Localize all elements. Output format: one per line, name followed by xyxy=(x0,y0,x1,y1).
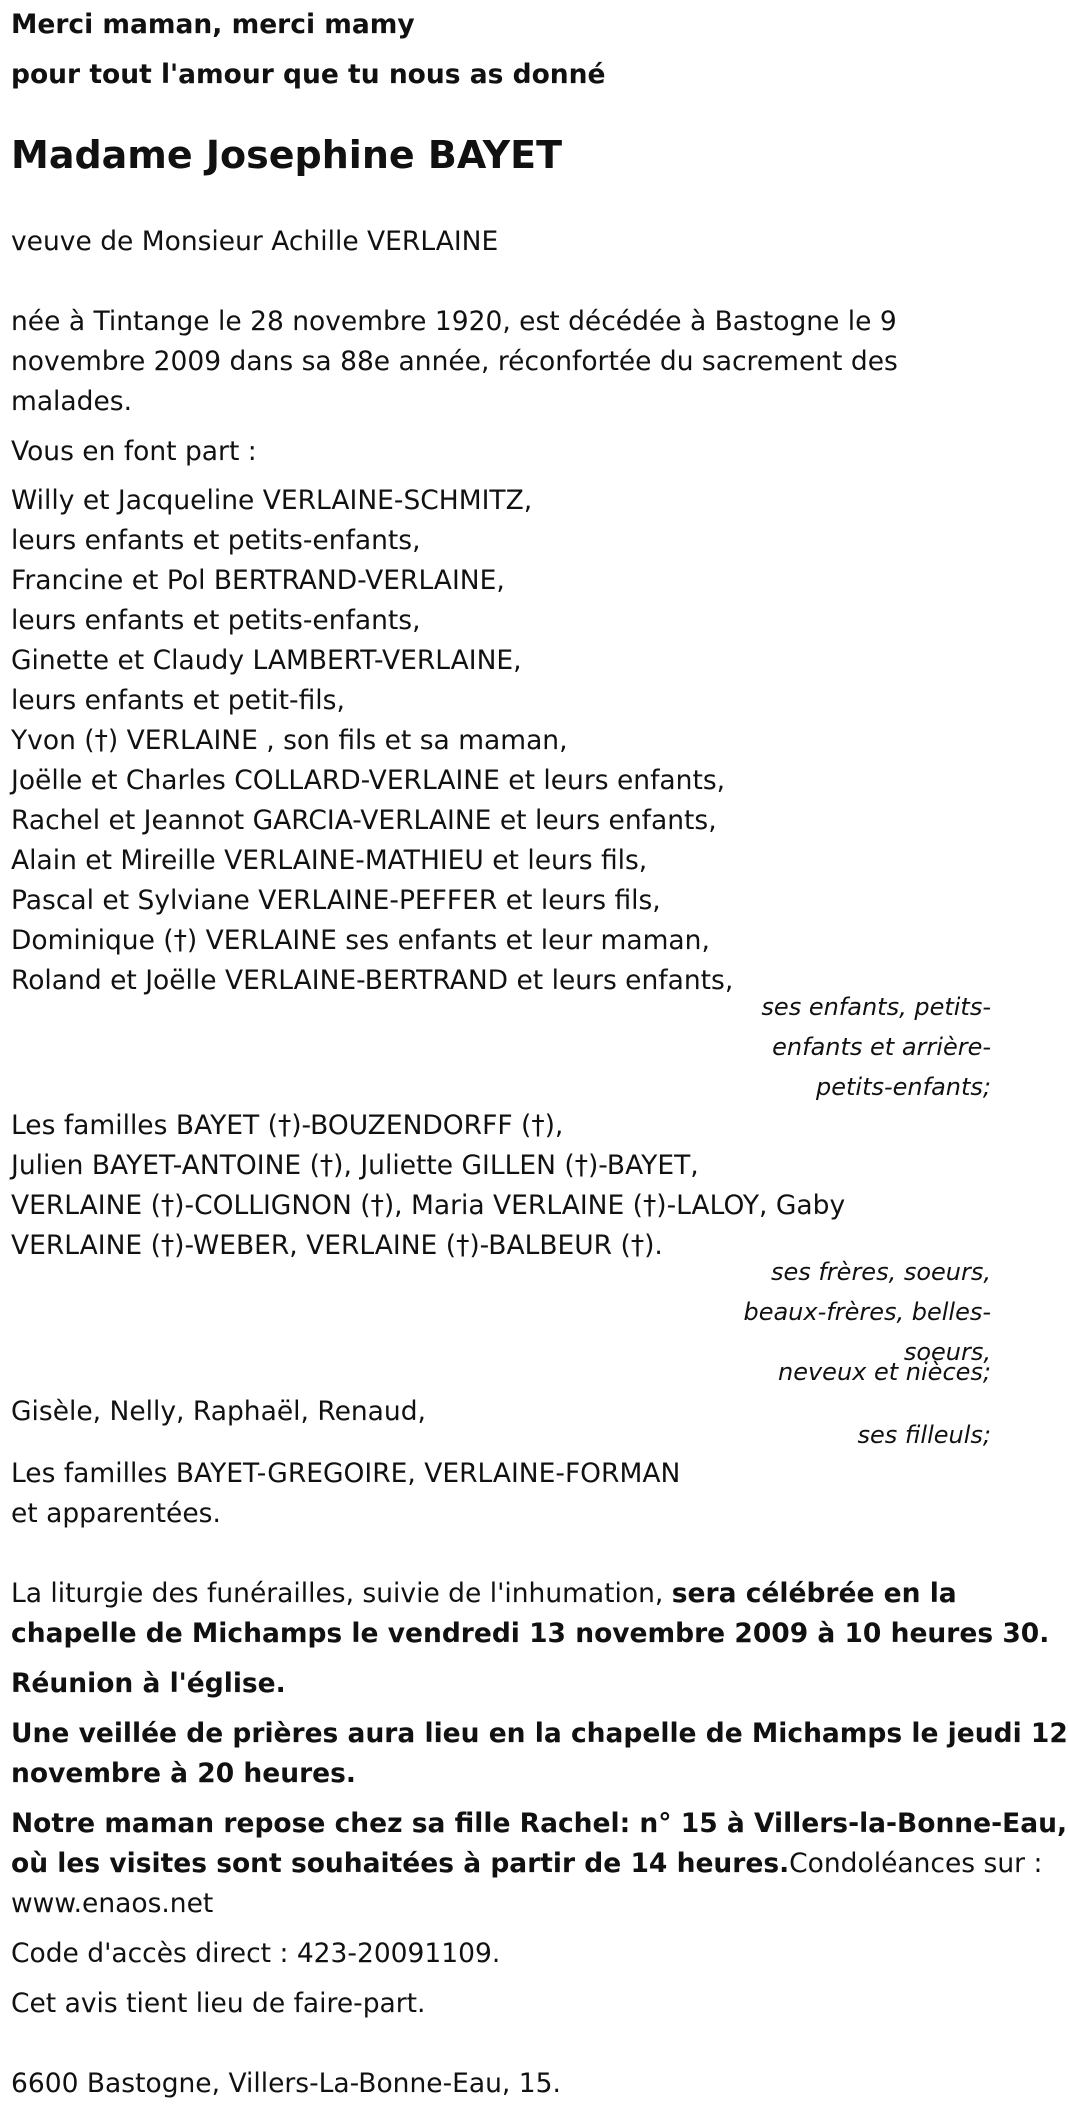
rest-line-2 xyxy=(11,1844,1042,1884)
vigil-line-1: Une veillée de prières aura lieu en la chapelle de Michamps le jeudi 12 xyxy=(11,1718,1068,1749)
liturgy-bold: sera célébrée en la xyxy=(671,1578,957,1609)
family-line: leurs enfants et petits-enfants, xyxy=(11,525,421,556)
notice: Cet avis tient lieu de faire-part. xyxy=(11,1988,426,2019)
vigil-line-2: novembre à 20 heures. xyxy=(11,1758,356,1789)
birth-death-line-2: novembre 2009 dans sa 88e année, réconfortée du sacrement des xyxy=(11,346,898,377)
deceased-name: Madame Josephine BAYET xyxy=(11,133,562,177)
siblings-line: VERLAINE (†)-WEBER, VERLAINE (†)-BALBEUR (†). xyxy=(11,1230,663,1261)
siblings-label-2: beaux-frères, belles- xyxy=(743,1298,991,1326)
address: 6600 Bastogne, Villers-La-Bonne-Eau, 15. xyxy=(11,2068,561,2099)
family-line: Alain et Mireille VERLAINE-MATHIEU et leurs fils, xyxy=(11,845,648,876)
family-line: Joëlle et Charles COLLARD-VERLAINE et leurs enfants, xyxy=(11,765,726,796)
siblings-label-1: ses frères, soeurs, xyxy=(770,1258,991,1286)
intro-line-2: pour tout l'amour que tu nous as donné xyxy=(11,59,606,90)
other-families-line-2: et apparentées. xyxy=(11,1498,221,1529)
liturgy-normal: La liturgie des funérailles, suivie de l'inhumation, xyxy=(11,1578,672,1609)
birth-death-line-3: malades. xyxy=(11,386,133,417)
family-line: Pascal et Sylviane VERLAINE-PEFFER et leurs fils, xyxy=(11,885,661,916)
family-line: Rachel et Jeannot GARCIA-VERLAINE et leurs enfants, xyxy=(11,805,717,836)
rest-line-1: Notre maman repose chez sa fille Rachel: n° 15 à Villers-la-Bonne-Eau, xyxy=(11,1808,1068,1839)
intro-line-1: Merci maman, merci mamy xyxy=(11,9,415,40)
reunion: Réunion à l'église. xyxy=(11,1668,286,1699)
access-code: Code d'accès direct : 423-20091109. xyxy=(11,1938,501,1969)
other-families-line-1: Les familles BAYET-GREGOIRE, VERLAINE-FORMAN xyxy=(11,1458,681,1489)
announce: Vous en font part : xyxy=(11,436,257,467)
condolences-text: Condoléances sur : xyxy=(789,1848,1043,1879)
nephews-label: neveux et nièces; xyxy=(778,1358,991,1386)
website: www.enaos.net xyxy=(11,1888,214,1919)
liturgy-line-1 xyxy=(11,1574,957,1614)
family-line: Ginette et Claudy LAMBERT-VERLAINE, xyxy=(11,645,522,676)
family-line: Yvon (†) VERLAINE , son fils et sa maman, xyxy=(11,725,568,756)
godchildren-label: ses filleuls; xyxy=(857,1421,991,1449)
siblings-label-3: soeurs, xyxy=(903,1338,991,1366)
widow-of: veuve de Monsieur Achille VERLAINE xyxy=(11,226,499,257)
siblings-line: VERLAINE (†)-COLLIGNON (†), Maria VERLAINE (†)-LALOY, Gaby xyxy=(11,1190,846,1221)
liturgy-line-2: chapelle de Michamps le vendredi 13 novembre 2009 à 10 heures 30. xyxy=(11,1618,1050,1649)
rest-bold: où les visites sont souhaitées à partir de 14 heures. xyxy=(11,1848,790,1879)
family-line: Willy et Jacqueline VERLAINE-SCHMITZ, xyxy=(11,485,533,516)
family-line: Dominique (†) VERLAINE ses enfants et leur maman, xyxy=(11,925,710,956)
siblings-line: Julien BAYET-ANTOINE (†), Juliette GILLEN (†)-BAYET, xyxy=(11,1150,699,1181)
children-label-3: petits-enfants; xyxy=(816,1073,991,1101)
siblings-line: Les familles BAYET (†)-BOUZENDORFF (†), xyxy=(11,1110,564,1141)
children-label-2: enfants et arrière- xyxy=(772,1033,991,1061)
family-line: Francine et Pol BERTRAND-VERLAINE, xyxy=(11,565,505,596)
family-line: leurs enfants et petit-fils, xyxy=(11,685,345,716)
birth-death-line-1: née à Tintange le 28 novembre 1920, est décédée à Bastogne le 9 xyxy=(11,306,897,337)
family-line: Roland et Joëlle VERLAINE-BERTRAND et leurs enfants, xyxy=(11,965,734,996)
family-line: leurs enfants et petits-enfants, xyxy=(11,605,421,636)
children-label-1: ses enfants, petits- xyxy=(761,993,991,1021)
godchildren: Gisèle, Nelly, Raphaël, Renaud, xyxy=(11,1396,426,1427)
